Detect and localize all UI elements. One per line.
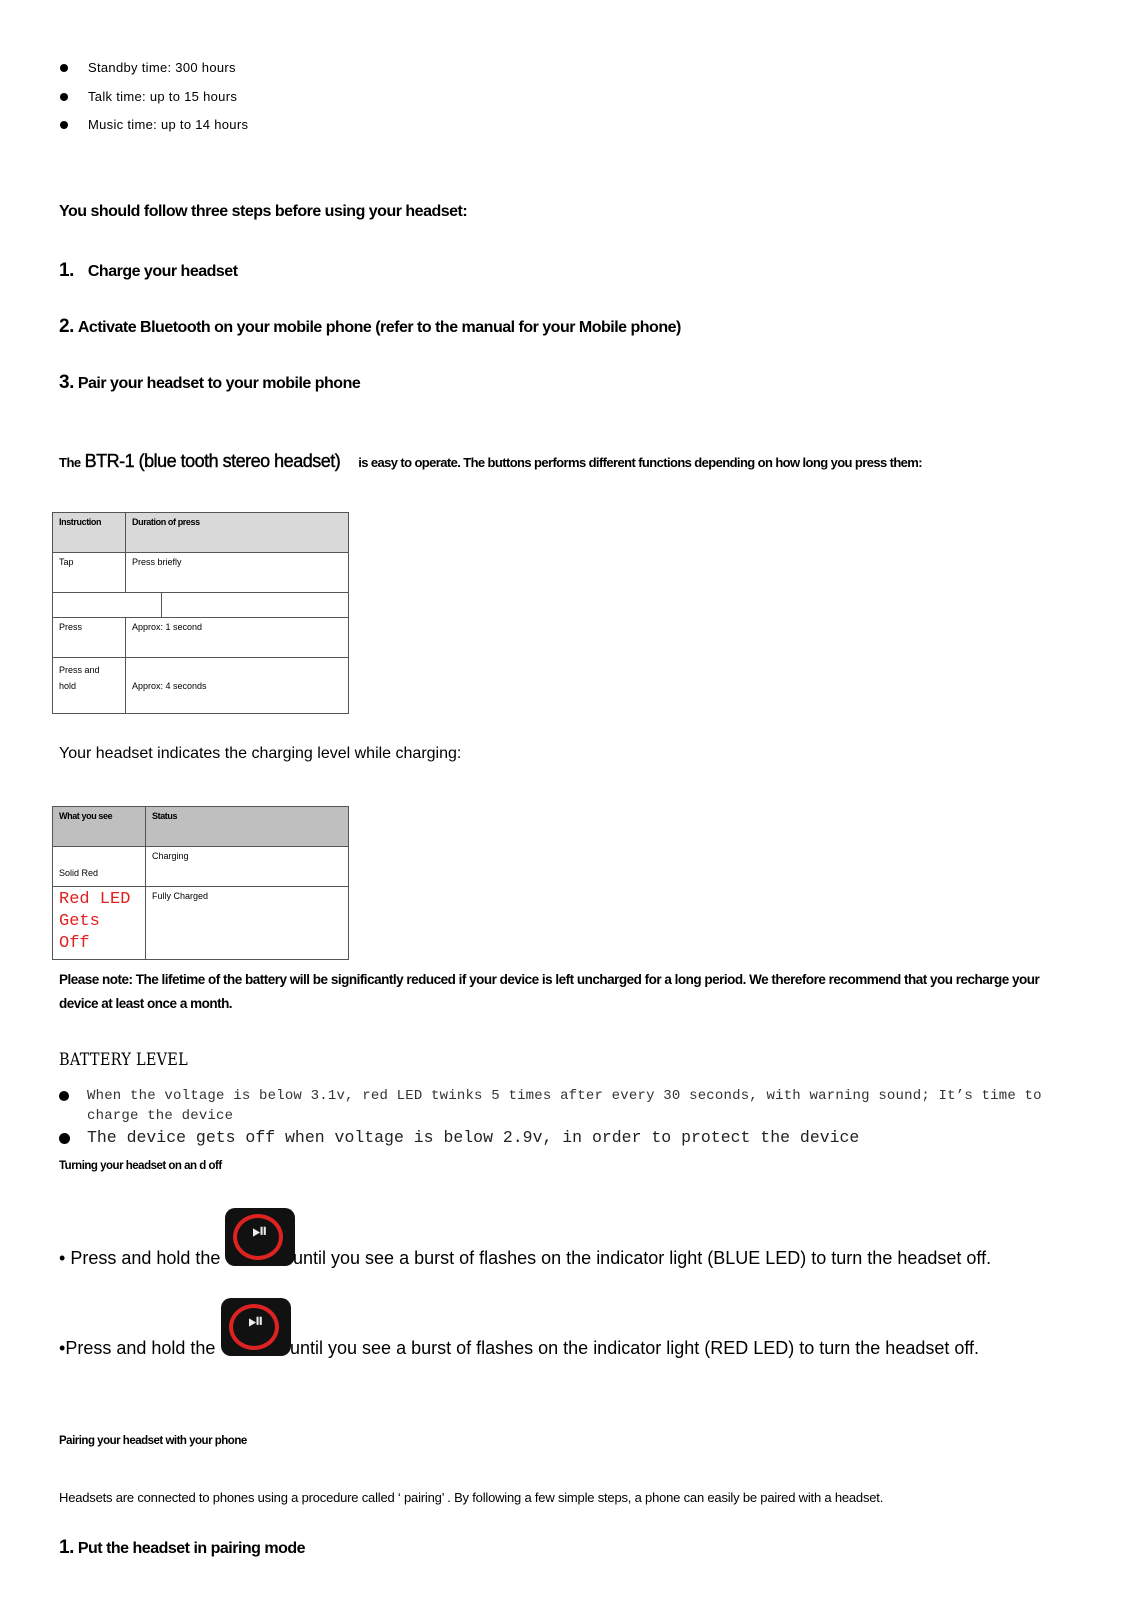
turning-line-after: until you see a burst of flashes on the indicator light (RED LED) to turn the headset off.: [290, 1338, 980, 1358]
steps-intro: You should follow three steps before using your headset:: [59, 203, 468, 220]
table-header-cell: Status: [146, 807, 349, 847]
table-spacer-row: [53, 593, 349, 618]
table-cell: Tap: [53, 553, 126, 593]
bullet-icon: [59, 1091, 69, 1101]
bullet-icon: [60, 93, 68, 101]
table-cell: Charging: [146, 847, 349, 887]
turning-title: Turning your headset on an d off: [59, 1160, 222, 1172]
spec-text: Music time: up to 14 hours: [88, 117, 249, 132]
table-header-cell: Duration of press: [126, 513, 349, 553]
step-number: 3.: [59, 372, 74, 393]
table-header-cell: Instruction: [53, 513, 126, 553]
product-intro: [59, 451, 922, 472]
spec-text: Talk time: up to 15 hours: [88, 89, 238, 104]
table-cell: [53, 593, 349, 618]
charge-status-table: [52, 806, 349, 960]
step-2: [59, 316, 681, 338]
battery-item-text: When the voltage is below 3.1v, red LED twinks 5 times after every 30 seconds, with warning sound; It’s time to charge the device: [87, 1088, 1042, 1124]
pairing-text: Headsets are connected to phones using a procedure called ‘ pairing’ . By following a few simple steps, a phone can easily be paired with a headset.: [59, 1490, 884, 1505]
step-3: [59, 372, 360, 394]
table-cell: Approx: 1 second: [126, 618, 349, 658]
pairing-title: Pairing your headset with your phone: [59, 1435, 247, 1447]
table-row: [53, 887, 349, 960]
battery-note: Please note: The lifetime of the battery will be significantly reduced if your device is left uncharged for a long period. We therefore recommend that you recharge your device at least once a month.: [59, 972, 1040, 1011]
bullet-icon: •: [59, 1338, 66, 1358]
table-row: [53, 618, 349, 658]
power-button-icon: [221, 1298, 291, 1356]
step-text: Put the headset in pairing mode: [77, 1540, 306, 1557]
table-cell: Press briefly: [126, 553, 349, 593]
bullet-icon: [60, 64, 68, 72]
charging-intro: Your headset indicates the charging level while charging:: [59, 745, 462, 762]
table-header-row: [53, 807, 349, 847]
intro-suffix: is easy to operate. The buttons performs different functions depending on how long you press them:: [358, 455, 922, 470]
table-row: [53, 658, 349, 714]
table-cell: Fully Charged: [146, 887, 349, 960]
battery-level-title: BATTERY LEVEL: [59, 1050, 188, 1070]
table-cell: Red LED Gets Off: [53, 887, 146, 960]
table-header-cell: What you see: [53, 807, 146, 847]
turning-line-1: [59, 1248, 220, 1269]
table-row: [53, 553, 349, 593]
turning-line-2: [59, 1338, 215, 1359]
bullet-icon: •: [59, 1248, 66, 1268]
product-name: BTR-1 (blue tooth stereo headset): [84, 451, 341, 471]
power-button-icon: [225, 1208, 295, 1266]
step-number: 1.: [59, 260, 74, 281]
table-row: [53, 847, 349, 887]
turning-line-before: Press and hold the: [65, 1338, 216, 1358]
table-cell: Solid Red: [53, 847, 146, 887]
bullet-icon: [59, 1133, 70, 1144]
phone-glyph-icon: ⏯: [248, 1310, 264, 1332]
phone-glyph-icon: ⏯: [252, 1220, 268, 1242]
table-cell: Approx: 4 seconds: [126, 658, 349, 714]
step-text: Activate Bluetooth on your mobile phone (refer to the manual for your Mobile phone): [77, 319, 681, 336]
turning-line-before: Press and hold the: [70, 1248, 221, 1268]
battery-item-text: The device gets off when voltage is below 2.9v, in order to protect the device: [87, 1128, 860, 1147]
step-number: 2.: [59, 316, 74, 337]
pairing-step-1: [59, 1537, 305, 1559]
intro-prefix: The: [59, 455, 81, 470]
bullet-icon: [60, 121, 68, 129]
spec-text: Standby time: 300 hours: [88, 60, 236, 75]
table-cell: Press: [53, 618, 126, 658]
step-number: 1.: [59, 1537, 74, 1558]
step-1: [59, 260, 238, 282]
turning-line-after: until you see a burst of flashes on the indicator light (BLUE LED) to turn the headset off.: [293, 1248, 992, 1268]
step-text: Charge your headset: [87, 263, 238, 280]
step-text: Pair your headset to your mobile phone: [77, 375, 361, 392]
table-header-row: [53, 513, 349, 553]
press-duration-table: [52, 512, 349, 714]
table-cell: Press and hold: [53, 658, 126, 714]
